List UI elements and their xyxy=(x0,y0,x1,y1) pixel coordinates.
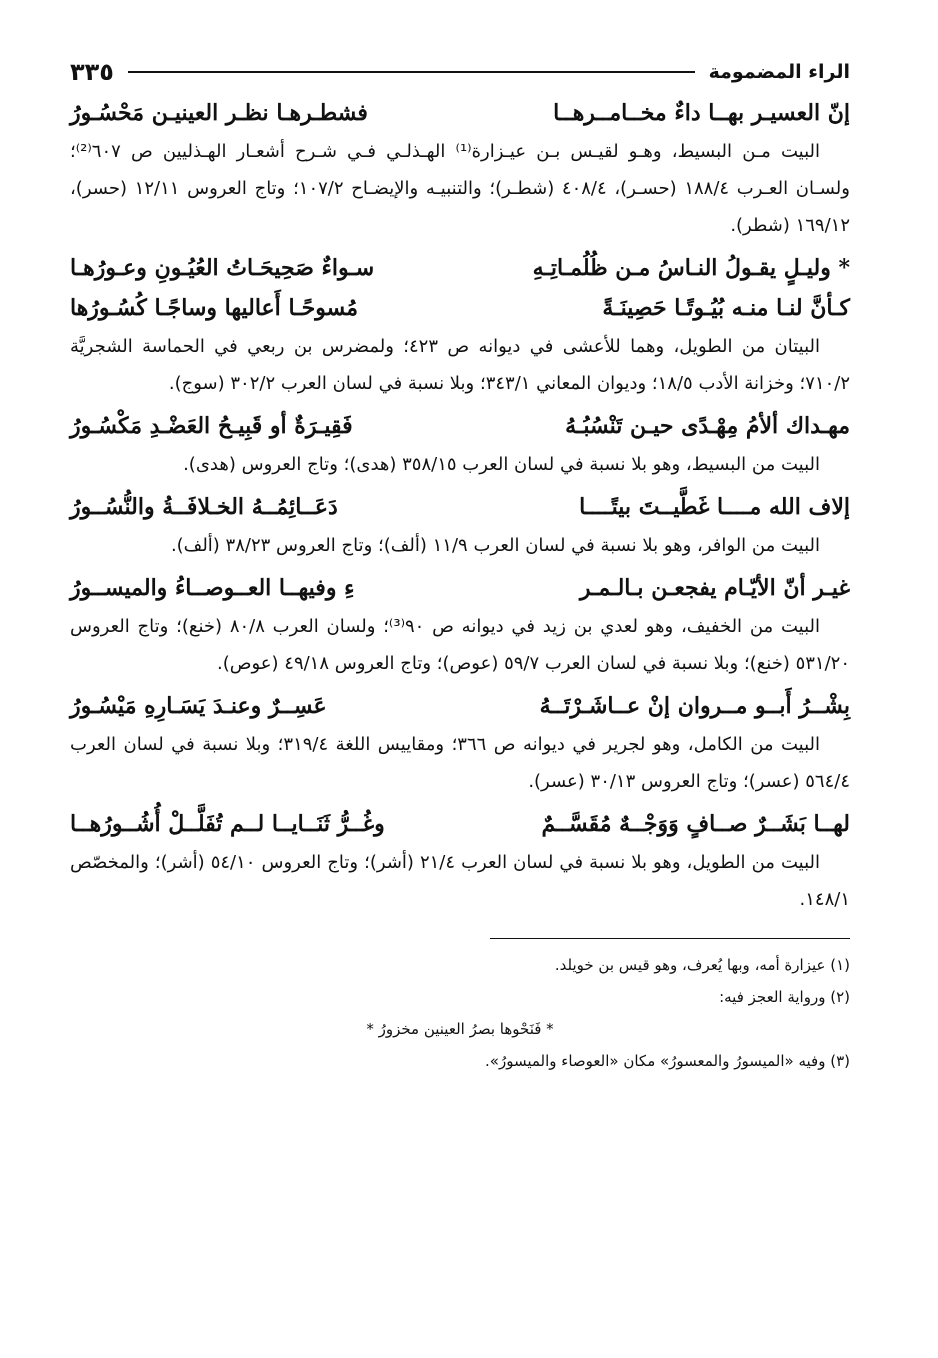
verse-line xyxy=(70,248,850,288)
footnote-1: (١) عيزارة أمه، وبها يُعرف، وهو قيس بن خويلد. xyxy=(554,956,850,974)
footnote-rule xyxy=(490,938,850,939)
commentary-paragraph: البيتان من الطويل، وهما للأعشى في ديوانه ص ٤٢٣؛ ولمضرس بن ربعي في الحماسة الشجريَّة ٧١٠/٢؛ وخزانة الأدب ١٨/٥؛ وديوان المعاني ٣٤٣/١؛ وبلا نسبة في لسان العرب ٣٠٢/٢ (سوج). xyxy=(70,336,850,394)
verse-line xyxy=(70,686,850,726)
commentary-paragraph: البيت من الوافر، وهو بلا نسبة في لسان العرب ١١/٩ (ألف)؛ وتاج العروس ٣٨/٢٣ (ألف). xyxy=(170,535,820,556)
footnote-2-verse: * فَنَحْوها بصرُ العينين مخزورُ * xyxy=(366,1020,554,1038)
verse-line xyxy=(70,288,850,328)
commentary-paragraph: البيت من الطويل، وهو بلا نسبة في لسان العرب ٢١/٤ (أشر)؛ وتاج العروس ٥٤/١٠ (أشر)؛ والمخصّص ١٤٨/١. xyxy=(70,852,850,910)
verse-first-hemistich: إنّ العسيـر بهــا داءٌ مخــامــرهــا xyxy=(553,100,850,126)
page-number: ٣٣٥ xyxy=(70,58,114,86)
page-header xyxy=(70,55,850,89)
commentary-paragraph: البيت من الخفيف، وهو لعدي بن زيد في ديوانه ص ٩٠⁽³⁾؛ ولسان العرب ٨٠/٨ (خنع)؛ وتاج العروس ٥٣١/٢٠ (خنع)؛ وبلا نسبة في لسان العرب ٥٩/٧ (عوص)؛ وتاج العروس ٤٩/١٨ (عوص). xyxy=(70,616,850,674)
footnote-2: (٢) ورواية العجز فيه: xyxy=(719,988,850,1006)
verse-second-hemistich: سـواءٌ صَحِيحَـاتُ العُيُـونِ وعـورُهـا xyxy=(70,255,375,281)
commentary-paragraph: البيت مـن البسيط، وهـو لقيـس بـن عيـزارة⁽¹⁾ الهـذلـي فـي شـرح أشعـار الهـذليين ص ٦٠٧⁽²⁾؛ ولسـان العـرب ١٨٨/٤ (حسـر)، ٤٠٨/٤ (شطـر)؛ والتنبيـه والإيضـاح ١٠٧/٢؛ وتاج العروس ١٢/١١ (حسر)، ١٦٩/١٢ (شطر). xyxy=(70,141,850,236)
verse-second-hemistich: ءِ وفيهــا العــوصــاءُ والميســورُ xyxy=(70,575,355,601)
verse-second-hemistich: دَعَــائِمُــهُ الخـلافَــةُ والنُّسُــورُ xyxy=(70,494,338,520)
verse-line xyxy=(70,804,850,844)
commentary-paragraph: البيت من البسيط، وهو بلا نسبة في لسان العرب ٣٥٨/١٥ (هدى)؛ وتاج العروس (هدى). xyxy=(183,454,820,475)
verse-first-hemistich: * وليـلٍ يقـولُ النـاسُ مـن ظُلُمـاتِـهِ xyxy=(532,255,850,281)
verse-second-hemistich: مُسوحًـا أَعاليها وساجًـا كُسُـورُها xyxy=(70,295,358,321)
verse-first-hemistich: مهـداك ألأمُ مِهْـدًى حيـن تَنْسُبُـهُ xyxy=(565,413,850,439)
verse-first-hemistich: كـأنَّ لنـا منـه بُيُـوتًـا حَصِينَـةً xyxy=(602,295,850,321)
verse-second-hemistich: عَسِــرٌ وعنـدَ يَسَـارِهِ مَيْسُـورُ xyxy=(70,693,327,719)
verse-line xyxy=(70,93,850,133)
header-rule xyxy=(128,71,695,73)
verse-second-hemistich: فَقِيـرَةٌ أو قَبِيـحُ العَضْـدِ مَكْسُـورُ xyxy=(70,413,353,439)
verse-second-hemistich: فشطـرهـا نظـر العينيـن مَحْسُـورُ xyxy=(70,100,368,126)
verse-first-hemistich: إلاف الله مــــا غَطَّيــتَ بيتًــــا xyxy=(579,494,850,520)
book-page xyxy=(70,55,850,1077)
verse-first-hemistich: غيـر أنّ الأيّـام يفجعـن بـالـمـر xyxy=(579,575,850,601)
verse-line xyxy=(70,487,850,527)
section-title: الراء المضمومة xyxy=(708,61,850,83)
commentary-paragraph: البيت من الكامل، وهو لجرير في ديوانه ص ٣٦٦؛ ومقاييس اللغة ٣١٩/٤؛ وبلا نسبة في لسان العرب ٥٦٤/٤ (عسر)؛ وتاج العروس ٣٠/١٣ (عسر). xyxy=(70,734,850,792)
footnote-3: (٣) وفيه «الميسورُ والمعسورُ» مكان «العوصاء والميسورُ». xyxy=(485,1052,850,1070)
verse-line xyxy=(70,406,850,446)
verse-first-hemistich: لهــا بَشَــرٌ صــافٍ وَوَجْــهٌ مُقَسَّــمٌ xyxy=(541,811,850,837)
verse-first-hemistich: بِشْــرُ أَبــو مــروان إنْ عــاشَـرْتَــهُ xyxy=(539,693,850,719)
verse-line xyxy=(70,568,850,608)
verse-second-hemistich: وغُــرُّ ثَنَــايــا لــم تُفَلَّــلْ أُشُــورُهــا xyxy=(70,811,385,837)
